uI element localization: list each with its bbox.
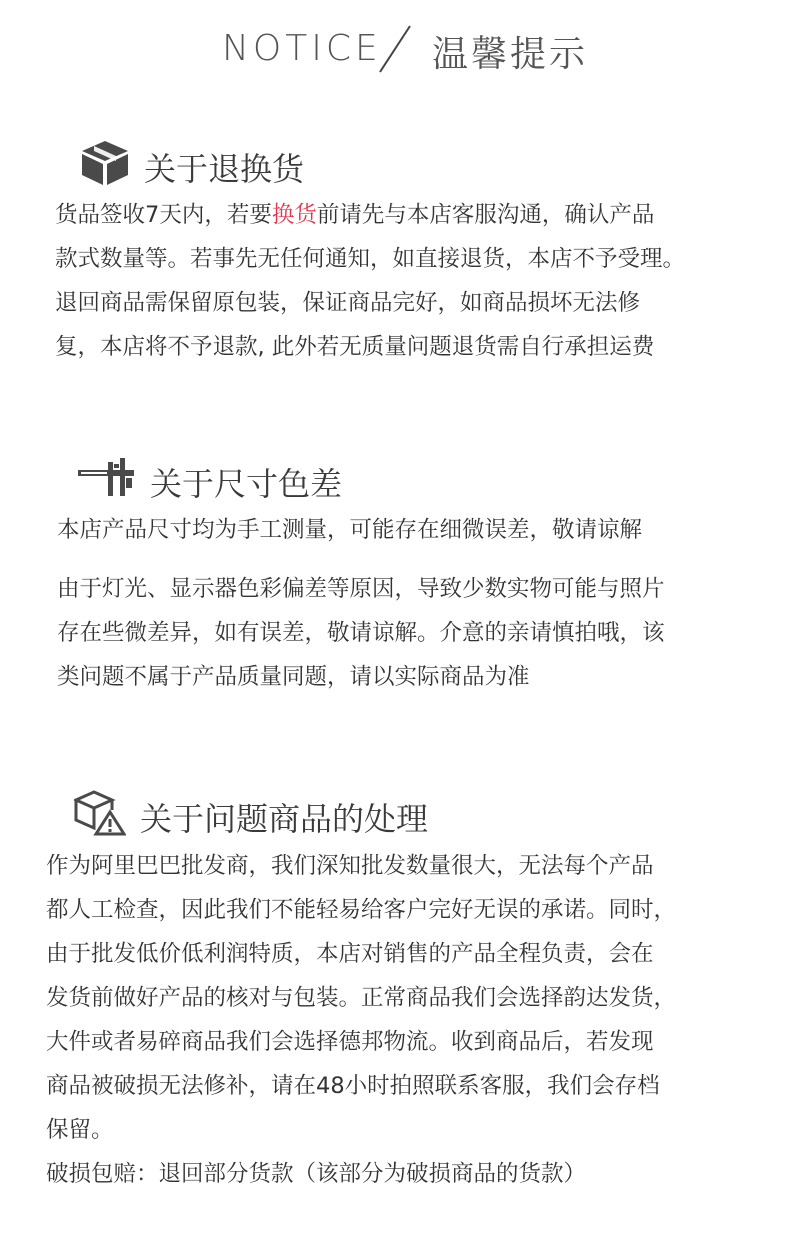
paragraph-line: 大件或者易碎商品我们会选择德邦物流。收到商品后，若发现 — [46, 1029, 654, 1055]
section-size-title — [78, 458, 342, 506]
paragraph-line: 发货前做好产品的核对与包装。正常商品我们会选择韵达发货， — [46, 985, 677, 1011]
paragraph-line: 款式数量等。若事先无任何通知，如直接退货，本店不予受理。 — [55, 246, 686, 272]
paragraph-line: 保留。 — [46, 1117, 114, 1143]
paragraph-line: 类问题不属于产品质量同题，请以实际商品为准 — [57, 664, 530, 690]
paragraph-line: 商品被破损无法修补，请在48小时拍照联系客服，我们会存档 — [46, 1073, 660, 1099]
section-title-text: 关于退换货 — [144, 150, 305, 188]
damaged-box-warning-icon — [74, 790, 126, 844]
section-problem-body — [46, 844, 676, 1196]
section-title-text: 关于尺寸色差 — [150, 465, 343, 503]
text-segment: 前请先与本店客服沟通，确认产品 — [316, 202, 655, 228]
paragraph-line: 都人工检查，因此我们不能轻易给客户完好无误的承诺。同时， — [46, 897, 677, 923]
paragraph-line: 由于灯光、显示器色彩偏差等原因，导致少数实物可能与照片 — [57, 576, 665, 602]
section-title-text: 关于问题商品的处理 — [140, 800, 429, 838]
paragraph-line: 由于批发低价低利润特质，本店对销售的产品全程负责，会在 — [46, 941, 654, 967]
section-size-body-2 — [57, 567, 665, 699]
notice-title-en: NOTICE — [222, 28, 382, 69]
section-problem-title — [74, 790, 428, 844]
section-returns-body — [55, 193, 685, 369]
paragraph-line — [55, 193, 685, 237]
text-segment: 货品签收7天内，若要 — [55, 202, 272, 228]
caliper-icon — [78, 458, 136, 506]
paragraph-line: 退回商品需保留原包装，保证商品完好，如商品损坏无法修 — [55, 290, 641, 316]
paragraph-line: 复，本店将不予退款, 此外若无质量问题退货需自行承担运费 — [55, 334, 655, 360]
notice-title-cn: 温馨提示 — [432, 34, 589, 75]
section-size-body-1 — [57, 508, 642, 552]
paragraph-line: 存在些微差异，如有误差，敬请谅解。介意的亲请慎拍哦，该 — [57, 620, 665, 646]
notice-header — [0, 24, 790, 80]
highlight-exchange: 换货 — [271, 202, 317, 228]
paragraph-line: 破损包赔：退回部分货款（该部分为破损商品的货款） — [46, 1161, 587, 1187]
box-icon — [80, 139, 130, 195]
divider-slash — [376, 24, 416, 76]
paragraph-line: 本店产品尺寸均为手工测量，可能存在细微误差，敬请谅解 — [57, 517, 643, 543]
paragraph-line: 作为阿里巴巴批发商，我们深知批发数量很大，无法每个产品 — [46, 853, 654, 879]
section-returns-title — [80, 139, 304, 195]
